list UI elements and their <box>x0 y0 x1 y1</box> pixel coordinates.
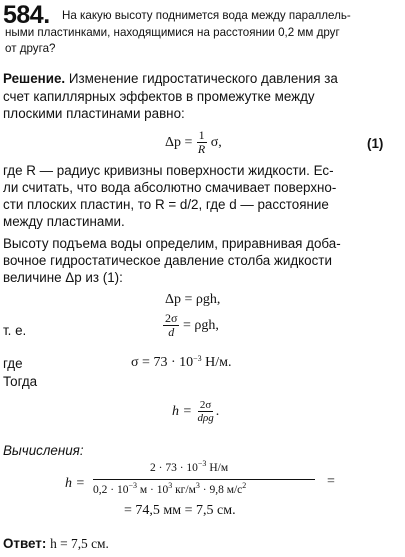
problem-text-line-3: от друга? <box>5 42 56 55</box>
gde-label: где <box>3 356 23 371</box>
equation-5-tail: . <box>215 403 220 419</box>
para2-line-1: где R — радиус кривизны поверхности жидкости. Ес- <box>3 163 334 178</box>
calc-num-a: 2 · 73 · 10 <box>150 462 198 474</box>
calc-denominator <box>93 481 247 496</box>
calc-den-d: · 9,8 м/с <box>199 484 243 496</box>
problem-text-line-2: ными пластинками, находящимися на расстоянии 0,2 мм друг <box>5 26 340 39</box>
equation-1-lhs: Δp = <box>165 134 193 150</box>
calc-fraction-bar <box>93 479 315 480</box>
calc-den-exp1: −3 <box>128 481 137 490</box>
equation-1 <box>165 129 222 156</box>
equation-3-denominator: d <box>168 325 175 340</box>
te-label: т. е. <box>3 323 27 338</box>
answer-value: h = 7,5 см. <box>50 536 109 551</box>
equation-4-exponent: −3 <box>193 354 202 363</box>
equation-4-base: σ = 73 · 10 <box>131 355 194 370</box>
solution-label: Решение. <box>3 71 66 86</box>
calc-den-b: м · 10 <box>136 484 169 496</box>
equation-5-fraction <box>195 399 215 424</box>
equation-1-rhs: σ, <box>210 134 222 150</box>
equation-2: Δp = ρgh, <box>165 292 221 307</box>
equation-3-rhs: = ρgh, <box>182 317 219 333</box>
calc-den-exp3: 3 <box>195 481 200 490</box>
solution-line-3: плоскими пластинами равно: <box>3 106 185 121</box>
solution-line-2: счет капиллярных эффектов в промежутке между <box>3 89 315 104</box>
equation-5-denominator: dρg <box>197 412 214 425</box>
problem-number: 584. <box>3 1 50 29</box>
calc-den-c: кг/м <box>172 484 196 496</box>
calc-num-b: Н/м <box>206 462 229 474</box>
equation-4 <box>131 355 231 371</box>
equation-1-denominator: R <box>197 142 206 157</box>
equation-5-lhs: h = <box>172 403 192 419</box>
para2-line-3: сти плоских пластин, то R = d/2, где d — расстояние <box>3 197 329 212</box>
equation-5 <box>172 399 219 424</box>
problem-text-line-1: На какую высоту поднимется вода между параллель- <box>62 9 351 22</box>
solution-line-1-text: Изменение гидростатического давления за <box>68 71 338 86</box>
answer <box>3 536 109 553</box>
para2-line-4: между пластинами. <box>3 214 125 229</box>
calc-den-exp2: 3 <box>168 481 173 490</box>
calc-lhs: h = <box>65 476 85 491</box>
calc-den-exp4: 2 <box>242 481 247 490</box>
calc-num-exp: −3 <box>197 459 207 468</box>
calc-result: = 74,5 мм = 7,5 см. <box>124 503 236 518</box>
calc-label: Вычисления: <box>3 443 84 458</box>
equation-3 <box>163 312 219 339</box>
equation-1-fraction <box>196 129 207 156</box>
calc-tail: = <box>327 474 335 489</box>
para3-line-3: величине Δp из (1): <box>3 270 123 285</box>
equation-4-unit: Н/м. <box>201 355 232 370</box>
calc-den-a: 0,2 · 10 <box>93 484 129 496</box>
para3-line-2: вочное гидростатическое давление столба жидкости <box>3 253 332 268</box>
equation-1-numerator: 1 <box>198 128 205 142</box>
answer-label: Ответ: <box>3 536 47 551</box>
solution-line-1 <box>3 71 338 88</box>
togda-label: Тогда <box>3 374 38 389</box>
equation-1-number: (1) <box>367 136 384 151</box>
equation-5-numerator: 2σ <box>199 399 212 411</box>
para3-line-1: Высоту подъема воды определим, приравнивая доба- <box>3 236 341 251</box>
para2-line-2: ли считать, что вода абсолютно смачивает поверхно- <box>3 180 337 195</box>
equation-3-numerator: 2σ <box>165 311 178 325</box>
equation-3-fraction <box>163 312 179 339</box>
calc-numerator <box>150 459 229 474</box>
